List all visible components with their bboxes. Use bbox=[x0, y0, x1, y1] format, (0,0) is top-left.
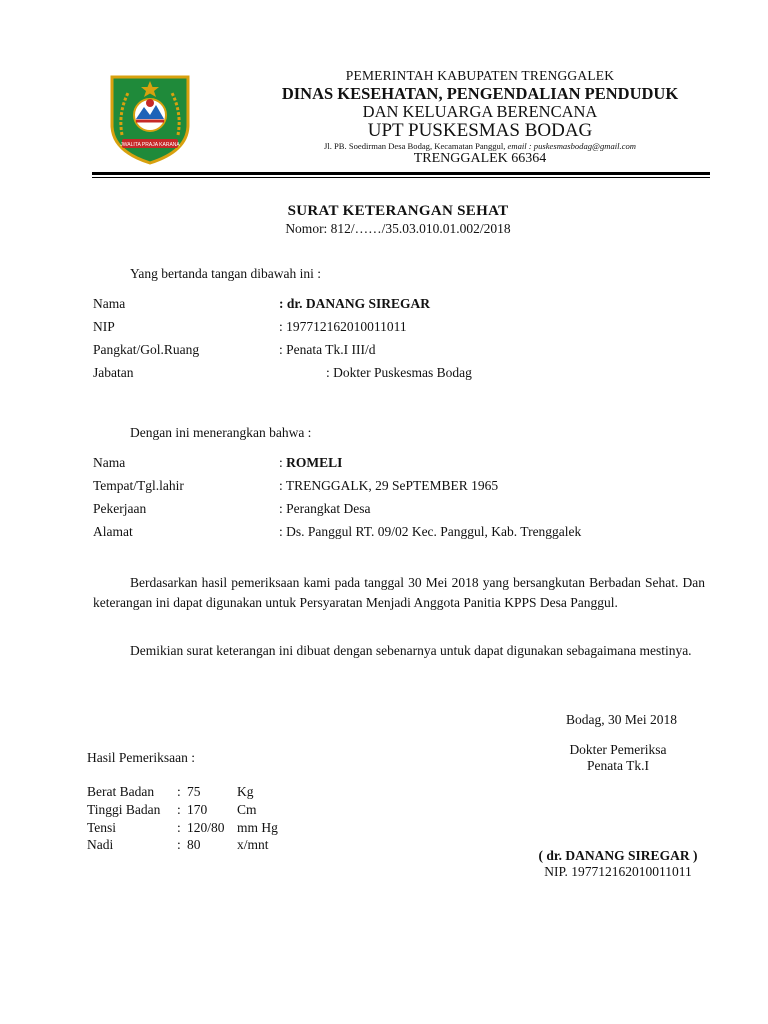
exam-bp-colon: : bbox=[177, 820, 181, 835]
exam-pulse-label: Nadi bbox=[87, 837, 114, 852]
statement-paragraph: Berdasarkan hasil pemeriksaan kami pada tanggal 30 Mei 2018 yang bersangkutan Berbadan Sehat. Dan keterangan ini dapat digunakan untuk Persyaratan Menjadi Anggota Panitia KPPS Desa Panggul. bbox=[93, 575, 705, 610]
subject-job-value: : Perangkat Desa bbox=[279, 501, 371, 516]
document-number: Nomor: 812/……/35.03.010.01.002/2018 bbox=[285, 221, 511, 236]
subject-name-value: ROMELI bbox=[286, 455, 343, 470]
exam-bp-label: Tensi bbox=[87, 820, 117, 835]
letterhead-puskesmas: UPT PUSKESMAS BODAG bbox=[367, 120, 593, 141]
signer-nip-value: : 197712162010011011 bbox=[279, 319, 407, 334]
subject-name-row bbox=[279, 455, 342, 471]
closing-paragraph: Demikian surat keterangan ini dibuat dengan sebenarnya untuk dapat digunakan sebagaimana mestinya. bbox=[130, 643, 692, 658]
exam-weight-unit: Kg bbox=[237, 784, 254, 799]
letterhead-rule-thick bbox=[92, 172, 710, 175]
subject-job-label: Pekerjaan bbox=[93, 501, 147, 516]
signer-position-value: : Dokter Puskesmas Bodag bbox=[326, 365, 472, 380]
address-email: email : puskesmasbodag@gmail.com bbox=[505, 141, 636, 151]
letterhead-city: TRENGGALEK 66364 bbox=[413, 151, 547, 166]
subject-name-colon: : bbox=[279, 455, 287, 470]
signer-rank-label: Pangkat/Gol.Ruang bbox=[93, 342, 200, 357]
exam-weight-colon: : bbox=[177, 784, 181, 799]
exam-pulse-colon: : bbox=[177, 837, 181, 852]
signer-name-value: : dr. DANANG SIREGAR bbox=[279, 296, 431, 311]
subject-address-value: : Ds. Panggul RT. 09/02 Kec. Panggul, Kab. Trenggalek bbox=[279, 524, 582, 539]
exam-weight-label: Berat Badan bbox=[87, 784, 155, 799]
subject-birth-label: Tempat/Tgl.lahir bbox=[93, 478, 184, 493]
address-street: Jl. PB. Soedirman Desa Bodag, Kecamatan Panggul, bbox=[324, 141, 506, 151]
exam-bp-value: 120/80 bbox=[187, 820, 225, 835]
letterhead-government: PEMERINTAH KABUPATEN TRENGGALEK bbox=[345, 68, 615, 83]
intro-subject: Dengan ini menerangkan bahwa : bbox=[130, 425, 312, 440]
letterhead-rule-thin bbox=[92, 177, 710, 178]
exam-bp-unit: mm Hg bbox=[237, 820, 278, 835]
letterhead-address bbox=[220, 141, 740, 151]
signature-rank: Penata Tk.I bbox=[587, 758, 649, 773]
exam-height-value: 170 bbox=[187, 802, 208, 817]
intro-signer: Yang bertanda tangan dibawah ini : bbox=[130, 266, 321, 281]
exam-height-unit: Cm bbox=[237, 802, 257, 817]
place-date: Bodag, 30 Mei 2018 bbox=[566, 712, 677, 727]
exam-pulse-unit: x/mnt bbox=[237, 837, 269, 852]
signer-name-label: Nama bbox=[93, 296, 126, 311]
signature-role: Dokter Pemeriksa bbox=[569, 742, 667, 757]
signature-nip: NIP. 197712162010011011 bbox=[544, 864, 692, 879]
svg-text:JWALITA PRAJA KARANA: JWALITA PRAJA KARANA bbox=[120, 142, 180, 148]
exam-weight-value: 75 bbox=[187, 784, 201, 799]
document-title: SURAT KETERANGAN SEHAT bbox=[287, 203, 509, 219]
signer-nip-label: NIP bbox=[93, 319, 115, 334]
subject-name-label: Nama bbox=[93, 455, 126, 470]
letterhead-department-cont: DAN KELUARGA BERENCANA bbox=[362, 102, 598, 121]
letterhead-department: DINAS KESEHATAN, PENGENDALIAN PENDUDUK bbox=[281, 84, 679, 103]
signer-position-label: Jabatan bbox=[93, 365, 134, 380]
subject-address-label: Alamat bbox=[93, 524, 133, 539]
signature-name: ( dr. DANANG SIREGAR ) bbox=[538, 848, 698, 863]
exam-pulse-value: 80 bbox=[187, 837, 201, 852]
exam-height-colon: : bbox=[177, 802, 181, 817]
regency-logo-emblem bbox=[108, 73, 192, 165]
exam-height-label: Tinggi Badan bbox=[87, 802, 161, 817]
signer-rank-value: : Penata Tk.I III/d bbox=[279, 342, 376, 357]
subject-birth-value: : TRENGGALK, 29 SePTEMBER 1965 bbox=[279, 478, 499, 493]
exam-heading: Hasil Pemeriksaan : bbox=[87, 750, 195, 765]
